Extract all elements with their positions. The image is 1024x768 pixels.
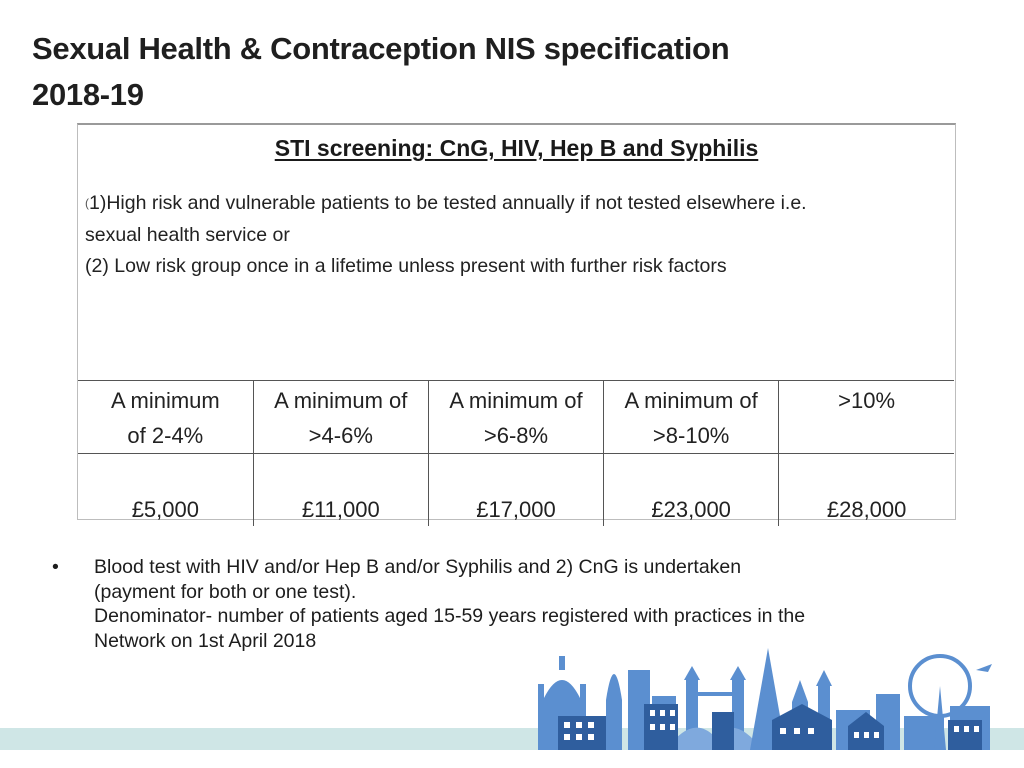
threshold-row [78, 381, 954, 454]
note-line-1: Blood test with HIV and/or Hep B and/or Syphilis and 2) CnG is undertaken [94, 556, 742, 578]
payment-tier-grid [78, 380, 954, 526]
payment-cell: £5,000 [78, 454, 253, 527]
sti-screening-table [77, 123, 956, 520]
slide-title [32, 26, 932, 118]
threshold-cell: A minimum of 2-4% [78, 381, 253, 454]
criteria-lead-paren: ( [85, 196, 89, 211]
payment-cell: £11,000 [253, 454, 428, 527]
payment-row [78, 454, 954, 527]
threshold-cell: A minimum of >8-10% [604, 381, 779, 454]
note-line-2: (payment for both or one test). [94, 580, 357, 603]
criteria-line-1: (1)High risk and vulnerable patients to be tested annually if not tested elsewhere i.e. [85, 192, 807, 214]
eligibility-criteria [85, 188, 945, 283]
threshold-cell: A minimum of >6-8% [428, 381, 603, 454]
title-line-2: 2018-19 [32, 77, 144, 112]
notes-bullet [52, 555, 972, 653]
title-line-1: Sexual Health & Contraception NIS specification [32, 31, 730, 66]
payment-cell: £17,000 [428, 454, 603, 527]
table-heading: STI screening: CnG, HIV, Hep B and Syphilis [274, 135, 759, 161]
bullet-icon: • [52, 556, 59, 578]
threshold-cell: >10% [779, 381, 954, 454]
city-skyline-icon [536, 640, 996, 750]
criteria-line-3: (2) Low risk group once in a lifetime unless present with further risk factors [85, 255, 727, 278]
threshold-cell: A minimum of >4-6% [253, 381, 428, 454]
payment-cell: £28,000 [779, 454, 954, 527]
note-line-4: Network on 1st April 2018 [94, 629, 317, 652]
note-line-3: Denominator- number of patients aged 15-59 years registered with practices in the [94, 605, 806, 627]
criteria-line-2: sexual health service or [85, 223, 290, 246]
payment-cell: £23,000 [604, 454, 779, 527]
